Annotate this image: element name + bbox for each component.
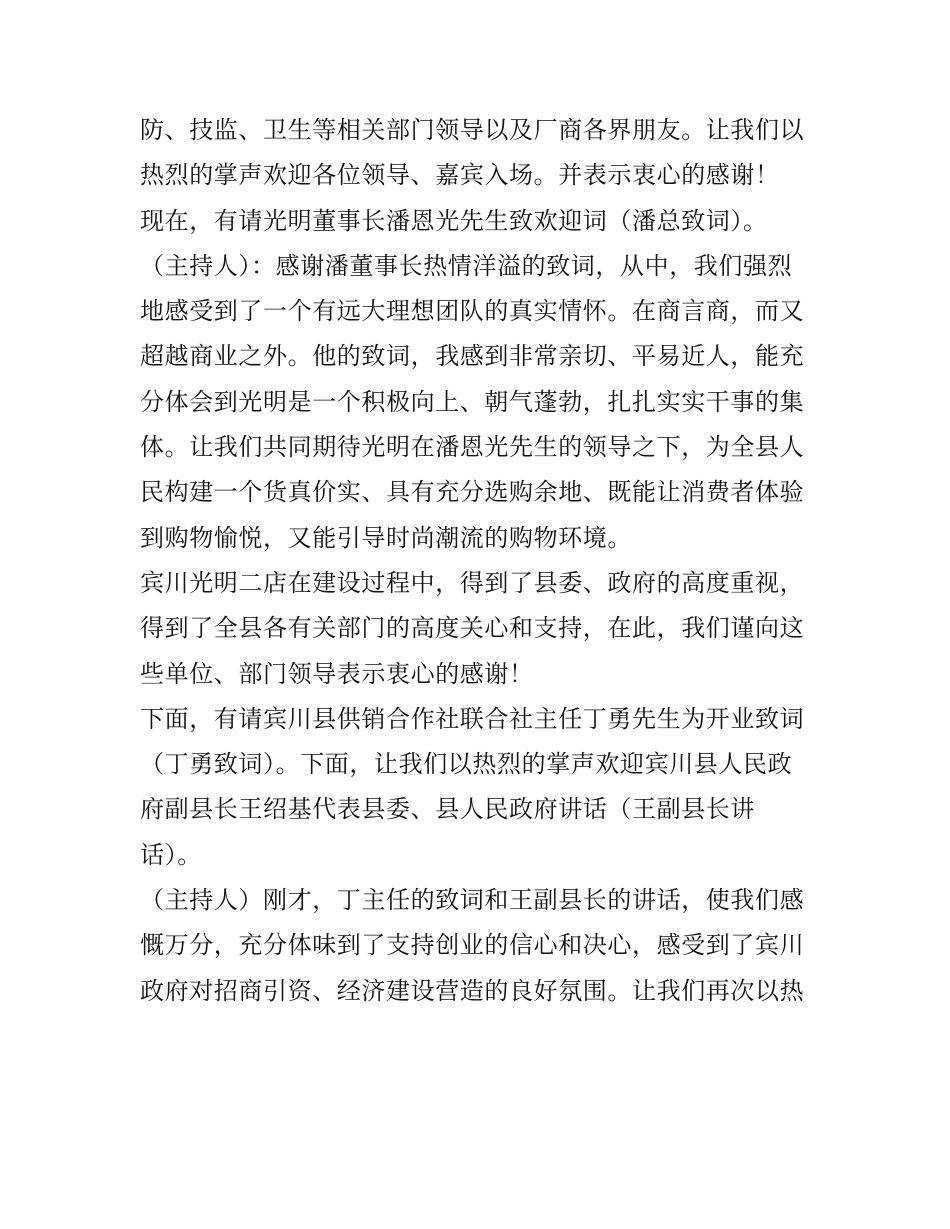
document-body [140, 108, 830, 1014]
text-line: （主持人）刚才，丁主任的致词和王副县长的讲话，使我们感 [140, 886, 805, 915]
text-line: 府副县长王绍基代表县委、县人民政府讲话（王副县长讲 [140, 795, 755, 824]
text-line: 话）。 [140, 840, 202, 869]
text-line: （丁勇致词）。下面，让我们以热烈的掌声欢迎宾川县人民政 [140, 750, 793, 779]
text-line: 现在，有请光明董事长潘恩光先生致欢迎词（潘总致词）。 [140, 206, 768, 235]
text-line: 超越商业之外。他的致词，我感到非常亲切、平易近人，能充 [140, 342, 805, 371]
text-line: 民构建一个货真价实、具有充分选购余地、既能让消费者体验 [140, 478, 805, 507]
text-line: 政府对招商引资、经济建设营造的良好氛围。让我们再次以热 [140, 976, 805, 1005]
text-line: 体。让我们共同期待光明在潘恩光先生的领导之下，为全县人 [140, 433, 805, 462]
text-line: 分体会到光明是一个积极向上、朝气蓬勃，扎扎实实干事的集 [140, 387, 805, 416]
text-line: 防、技监、卫生等相关部门领导以及厂商各界朋友。让我们以 [140, 116, 805, 144]
text-line: 热烈的掌声欢迎各位领导、嘉宾入场。并表示衷心的感谢！ [140, 161, 780, 190]
text-line: 宾川光明二店在建设过程中，得到了县委、政府的高度重视， [140, 568, 805, 597]
text-line: 慨万分，充分体味到了支持创业的信心和决心，感受到了宾川 [140, 931, 805, 960]
text-line: 得到了全县各有关部门的高度关心和支持，在此，我们谨向这 [140, 614, 805, 643]
text-line: 地感受到了一个有远大理想团队的真实情怀。在商言商，而又 [140, 297, 805, 326]
text-line: 些单位、部门领导表示衷心的感谢！ [140, 659, 534, 688]
text-line: 下面，有请宾川县供销合作社联合社主任丁勇先生为开业致词 [140, 704, 805, 733]
text-line: 到购物愉悦，又能引导时尚潮流的购物环境。 [140, 523, 632, 552]
text-line: （主持人）：感谢潘董事长热情洋溢的致词，从中，我们强烈 [140, 251, 793, 280]
